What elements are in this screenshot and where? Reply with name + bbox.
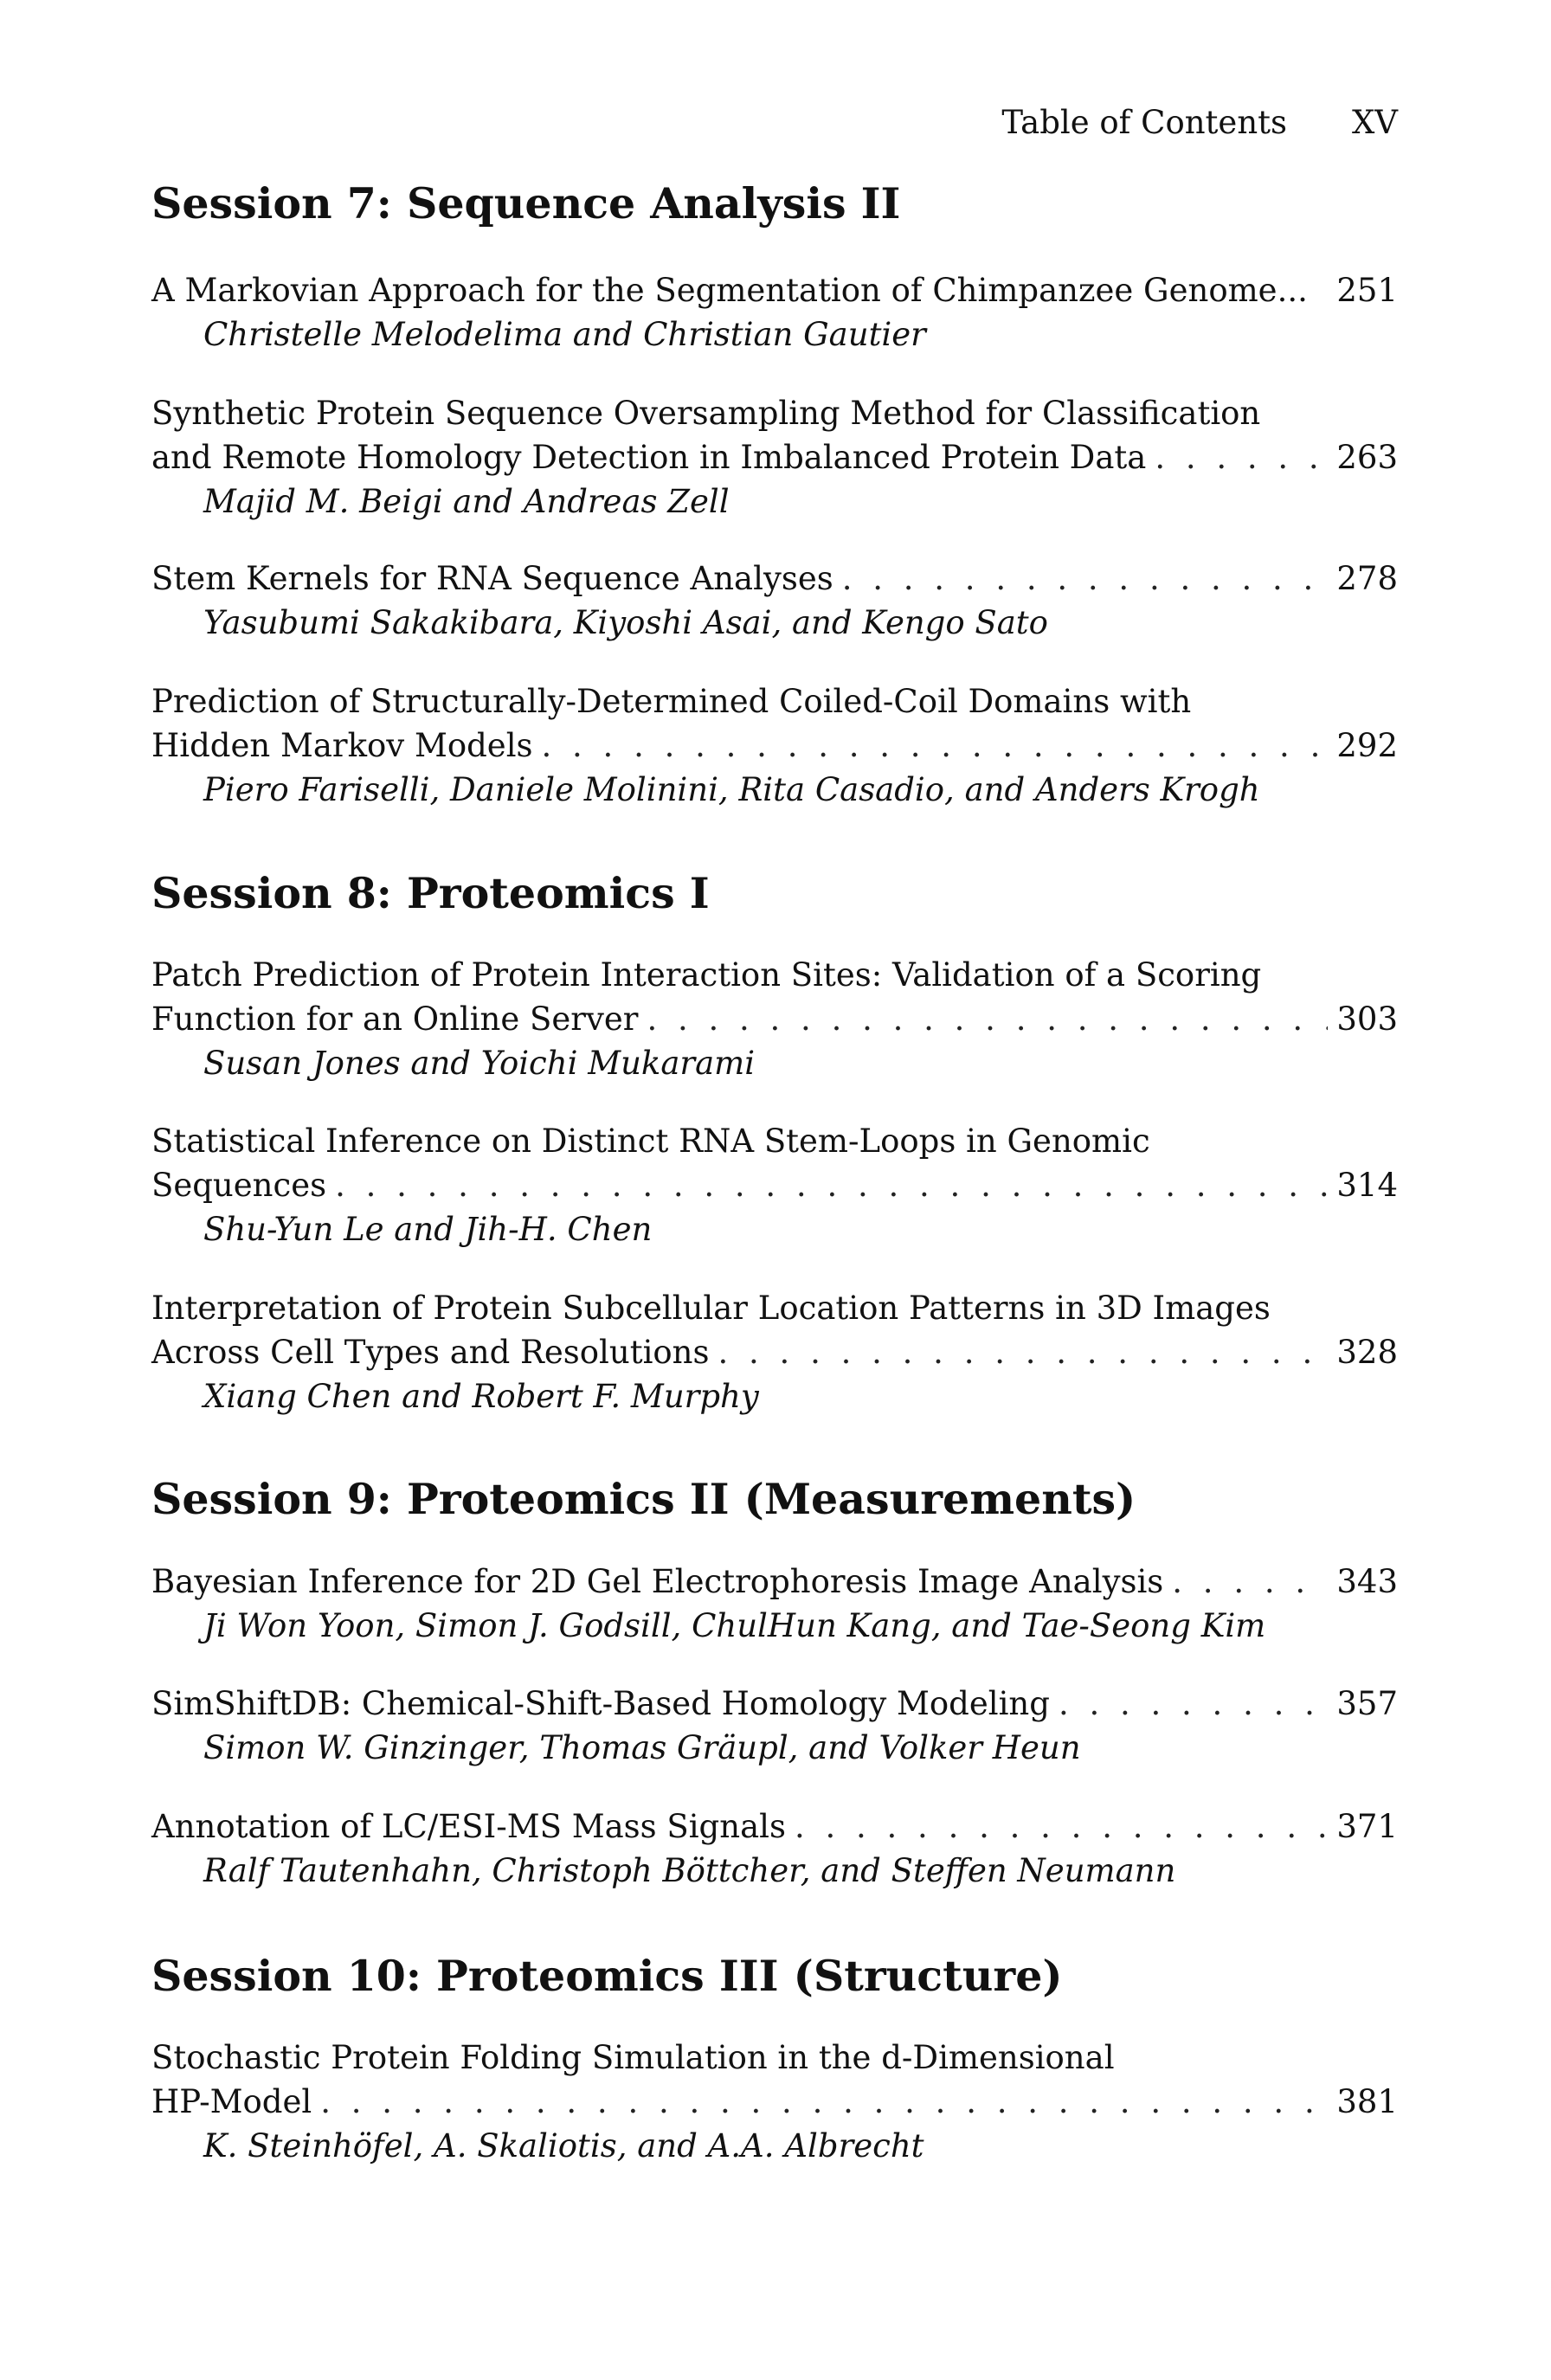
dot-leader	[842, 556, 1329, 601]
entry-title: SimShiftDB: Chemical-Shift-Based Homology Modeling	[151, 1685, 1050, 1722]
entry-title: Patch Prediction of Protein Interaction Sites: Validation of a Scoring	[151, 956, 1262, 994]
entry-page: 251	[1336, 272, 1398, 309]
entry-authors: Majid M. Beigi and Andreas Zell	[203, 483, 730, 520]
toc-entry[interactable]	[151, 2036, 1398, 2168]
entry-title: Interpretation of Protein Subcellular Location Patterns in 3D Images	[151, 1290, 1271, 1327]
dot-leader	[795, 1804, 1328, 1849]
session-heading: Session 7: Sequence Analysis II	[151, 178, 901, 228]
entry-title: Hidden Markov Models	[151, 727, 533, 764]
title-line	[151, 1804, 1398, 1849]
title-line	[151, 2036, 1398, 2080]
entry-authors: Shu-Yun Le and Jih-H. Chen	[203, 1211, 653, 1248]
entry-authors: K. Steinhöfel, A. Skaliotis, and A.A. Albrecht	[203, 2127, 924, 2165]
dot-leader	[320, 2080, 1328, 2124]
entry-title: Synthetic Protein Sequence Oversampling Method for Classification	[151, 395, 1261, 432]
entry-title: HP-Model	[151, 2083, 312, 2120]
title-line	[151, 391, 1398, 435]
dot-leader	[1059, 1682, 1328, 1726]
toc-entry[interactable]	[151, 1682, 1398, 1770]
entry-page: 371	[1336, 1808, 1398, 1845]
entry-authors: Xiang Chen and Robert F. Murphy	[203, 1378, 759, 1415]
toc-entry[interactable]	[151, 268, 1398, 357]
entry-page: 381	[1336, 2083, 1398, 2120]
entry-page: 303	[1336, 1000, 1398, 1038]
title-line	[151, 1682, 1398, 1726]
entry-page: 263	[1336, 439, 1398, 476]
dot-leader	[1155, 435, 1328, 479]
page-number: XV	[1351, 104, 1398, 141]
entry-title: Bayesian Inference for 2D Gel Electrophoresis Image Analysis	[151, 1563, 1164, 1600]
entry-authors: Christelle Melodelima and Christian Gautier	[203, 316, 926, 353]
entry-page: 328	[1336, 1334, 1398, 1371]
entry-title: Prediction of Structurally-Determined Coiled-Coil Domains with	[151, 683, 1192, 720]
entry-title: Across Cell Types and Resolutions	[151, 1334, 710, 1371]
title-line	[151, 1330, 1398, 1374]
entry-title: Annotation of LC/ESI-MS Mass Signals	[151, 1808, 786, 1845]
title-line	[151, 679, 1398, 724]
title-line	[151, 1119, 1398, 1163]
toc-entry[interactable]	[151, 953, 1398, 1085]
toc-entry[interactable]	[151, 556, 1398, 645]
entry-title: Statistical Inference on Distinct RNA Stem-Loops in Genomic	[151, 1122, 1150, 1160]
title-line	[151, 953, 1398, 997]
entry-authors: Simon W. Ginzinger, Thomas Gräupl, and Volker Heun	[203, 1729, 1081, 1766]
toc-entry[interactable]	[151, 391, 1398, 524]
dot-leader	[647, 997, 1328, 1041]
toc-entry[interactable]	[151, 1804, 1398, 1893]
entry-page: 292	[1336, 727, 1398, 764]
dot-leader	[718, 1330, 1329, 1374]
entry-authors: Susan Jones and Yoichi Mukarami	[203, 1045, 756, 1082]
title-line	[151, 2080, 1398, 2124]
toc-entry[interactable]	[151, 1119, 1398, 1251]
title-line	[151, 556, 1398, 601]
running-head-title: Table of Contents	[1001, 104, 1287, 141]
session-heading: Session 8: Proteomics I	[151, 868, 710, 918]
entry-authors: Yasubumi Sakakibara, Kiyoshi Asai, and Kengo Sato	[203, 604, 1048, 641]
title-line	[151, 1286, 1398, 1330]
entry-authors: Piero Fariselli, Daniele Molinini, Rita Casadio, and Anders Krogh	[203, 771, 1260, 808]
entry-title: A Markovian Approach for the Segmentation of Chimpanzee Genome...	[151, 272, 1308, 309]
dot-leader	[542, 724, 1329, 768]
toc-entry[interactable]	[151, 679, 1398, 812]
dot-leader	[335, 1163, 1328, 1207]
session-heading: Session 9: Proteomics II (Measurements)	[151, 1474, 1136, 1524]
entry-title: Stochastic Protein Folding Simulation in the d-Dimensional	[151, 2039, 1115, 2076]
dot-leader	[1172, 1560, 1328, 1604]
entry-title: Stem Kernels for RNA Sequence Analyses	[151, 560, 833, 597]
toc-entry[interactable]	[151, 1286, 1398, 1418]
session-heading: Session 10: Proteomics III (Structure)	[151, 1951, 1063, 2001]
entry-page: 357	[1336, 1685, 1398, 1722]
title-line	[151, 724, 1398, 768]
toc-entry[interactable]	[151, 1560, 1398, 1648]
running-head	[151, 102, 1398, 144]
title-line	[151, 1560, 1398, 1604]
title-line	[151, 268, 1398, 312]
entry-title: Sequences	[151, 1167, 327, 1204]
entry-authors: Ji Won Yoon, Simon J. Godsill, ChulHun Kang, and Tae-Seong Kim	[203, 1607, 1266, 1644]
title-line	[151, 997, 1398, 1041]
entry-title: and Remote Homology Detection in Imbalanced Protein Data	[151, 439, 1147, 476]
entry-page: 278	[1336, 560, 1398, 597]
title-line	[151, 1163, 1398, 1207]
entry-page: 343	[1336, 1563, 1398, 1600]
entry-authors: Ralf Tautenhahn, Christoph Böttcher, and Steffen Neumann	[203, 1852, 1176, 1889]
entry-page: 314	[1336, 1167, 1398, 1204]
title-line	[151, 435, 1398, 479]
entry-title: Function for an Online Server	[151, 1000, 639, 1038]
